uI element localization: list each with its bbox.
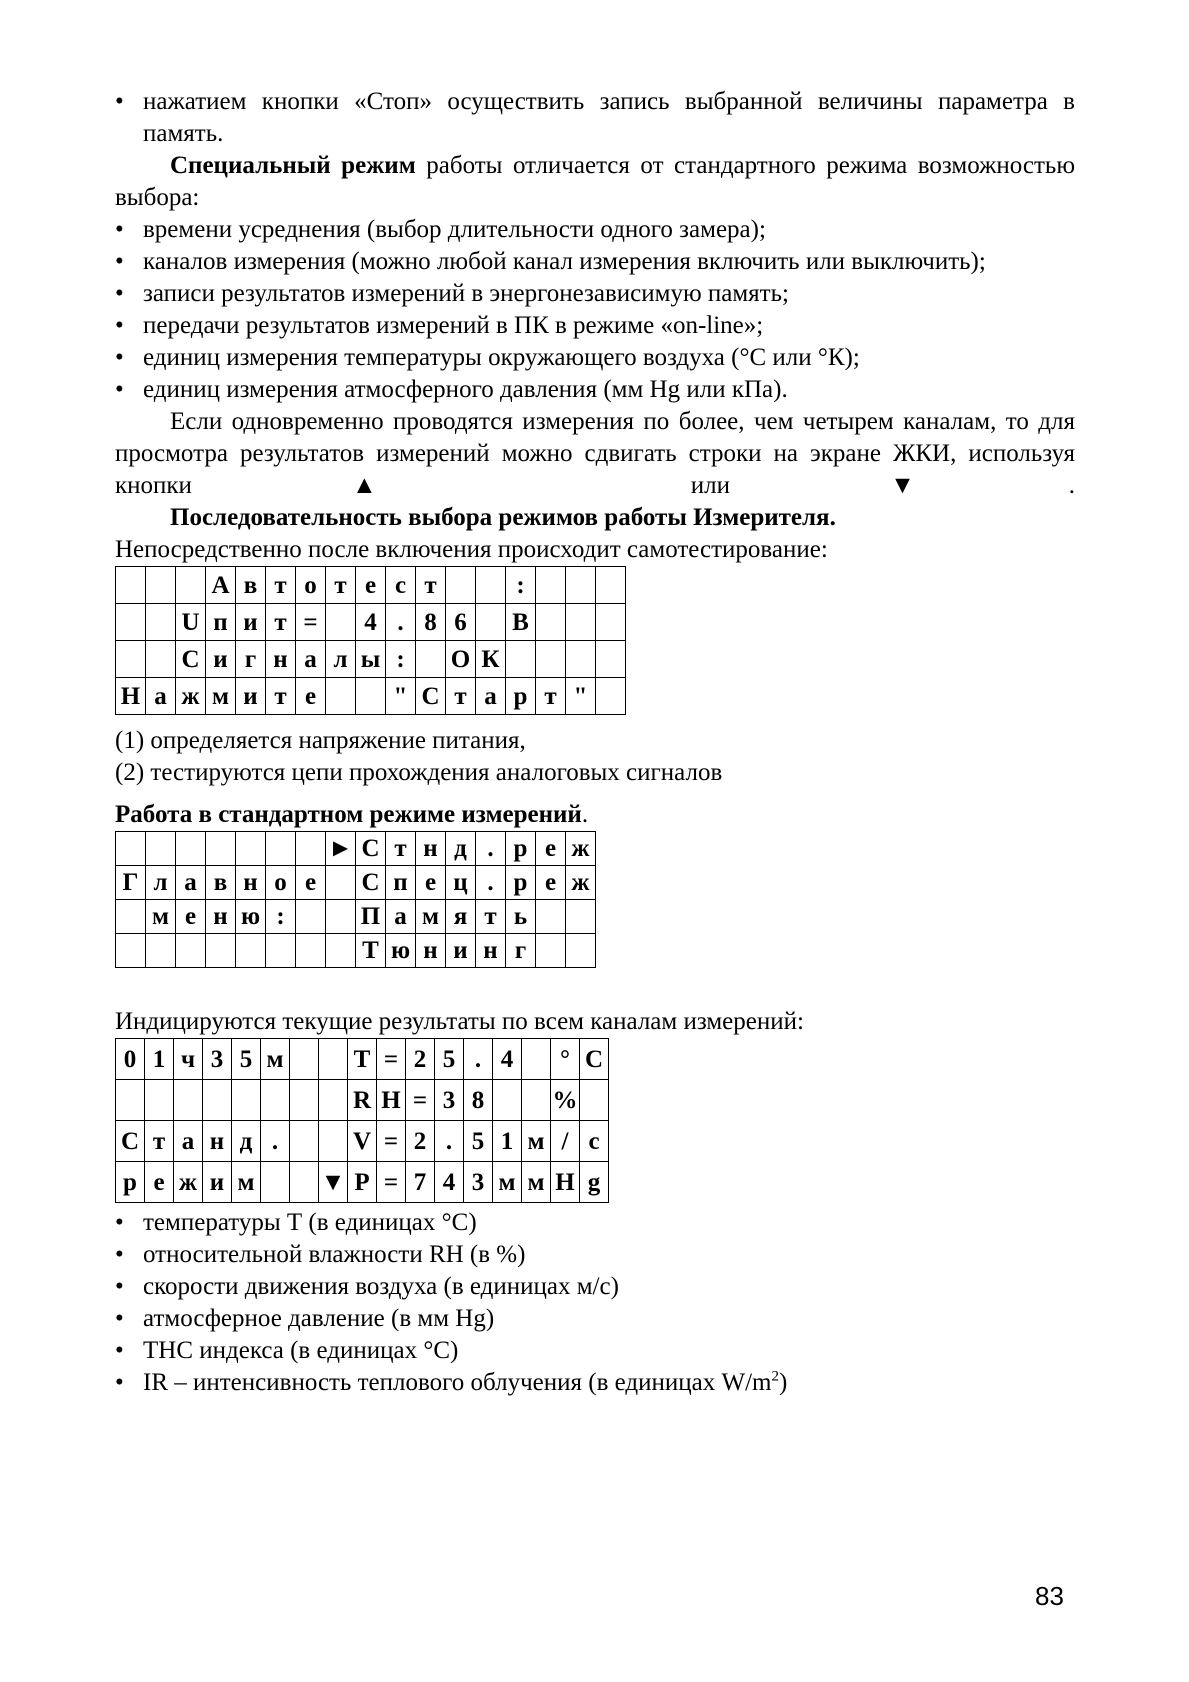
bullet-text: относительной влажности RH (в %) bbox=[143, 1241, 526, 1268]
bullet-glyph: • bbox=[115, 376, 124, 403]
lcd-cell: К bbox=[476, 641, 506, 678]
lcd-cell: С bbox=[356, 866, 386, 900]
lcd-cell: е bbox=[536, 866, 566, 900]
lcd-cell: U bbox=[176, 604, 206, 641]
lcd-cell bbox=[356, 678, 386, 715]
lcd-cell: ч bbox=[174, 1039, 203, 1080]
bullet-glyph: • bbox=[115, 344, 124, 371]
lcd-cell bbox=[290, 1080, 319, 1121]
list-item bbox=[115, 246, 1075, 278]
lcd-cell: н bbox=[206, 900, 236, 934]
lcd-cell: ц bbox=[446, 866, 476, 900]
bullet-glyph: • bbox=[115, 1305, 124, 1332]
lcd-cell: п bbox=[206, 604, 236, 641]
lcd-cell: 2 bbox=[406, 1121, 435, 1162]
standard-heading-paragraph bbox=[115, 799, 1075, 831]
lcd-cell bbox=[580, 1080, 609, 1121]
lcd-cell: и bbox=[446, 934, 476, 968]
lcd-cell: 1 bbox=[145, 1039, 174, 1080]
lcd-cell bbox=[266, 832, 296, 866]
lcd-cell: р bbox=[116, 1162, 145, 1203]
lcd-cell bbox=[319, 1080, 348, 1121]
lcd-cell bbox=[116, 900, 146, 934]
bullet-glyph: • bbox=[115, 1369, 124, 1396]
list-item bbox=[115, 86, 1075, 150]
selftest-note-1: (1) определяется напряжение питания, bbox=[115, 727, 526, 754]
lcd-cell: л bbox=[326, 641, 356, 678]
lcd-cell: м bbox=[522, 1162, 551, 1203]
lcd-cell: м bbox=[206, 678, 236, 715]
lcd-cell: Т bbox=[348, 1039, 377, 1080]
lcd-cell: / bbox=[551, 1121, 580, 1162]
lcd-cell bbox=[296, 900, 326, 934]
lcd-cell bbox=[146, 934, 176, 968]
lcd-cell: ж bbox=[566, 866, 596, 900]
lcd-cell bbox=[116, 832, 146, 866]
lcd-cell: . bbox=[464, 1039, 493, 1080]
lcd-cell: 3 bbox=[203, 1039, 232, 1080]
lcd-cell: ж bbox=[174, 1162, 203, 1203]
lcd-cell: с bbox=[386, 567, 416, 604]
lcd-cell bbox=[236, 934, 266, 968]
lcd-cell: е bbox=[296, 866, 326, 900]
lcd-cell bbox=[326, 678, 356, 715]
special-mode-bold: Специальный режим bbox=[170, 152, 416, 179]
lcd-cell bbox=[536, 641, 566, 678]
lcd-cell bbox=[176, 832, 206, 866]
list-item bbox=[115, 1239, 1075, 1271]
ir-bullet-list bbox=[115, 1367, 1075, 1399]
lcd-cell: Н bbox=[551, 1162, 580, 1203]
lcd-cell: П bbox=[356, 900, 386, 934]
lcd-cell bbox=[176, 567, 206, 604]
intro-bullet-list bbox=[115, 86, 1075, 150]
bullet-text: записи результатов измерений в энергонезависимую память; bbox=[143, 280, 789, 307]
lcd-cell bbox=[116, 567, 146, 604]
lcd-cell: = bbox=[296, 604, 326, 641]
lcd-cell: : bbox=[266, 900, 296, 934]
lcd-cell: = bbox=[377, 1162, 406, 1203]
bullet-glyph: • bbox=[115, 248, 124, 275]
lcd-cell: р bbox=[506, 866, 536, 900]
list-item bbox=[115, 1303, 1075, 1335]
lcd-cell bbox=[566, 604, 596, 641]
lcd-cell: Г bbox=[116, 866, 146, 900]
bullet-text: времени усреднения (выбор длительности одного замера); bbox=[143, 216, 766, 243]
lcd-cell bbox=[493, 1080, 522, 1121]
lcd-cell: т bbox=[266, 678, 296, 715]
table-row bbox=[116, 1162, 609, 1203]
lcd-cell: о bbox=[266, 866, 296, 900]
lcd-cell: 6 bbox=[446, 604, 476, 641]
lcd-cell: ь bbox=[506, 900, 536, 934]
lcd-cell: . bbox=[386, 604, 416, 641]
standard-heading: Работа в стандартном режиме измерений bbox=[115, 801, 582, 828]
lcd-cell: Н bbox=[377, 1080, 406, 1121]
bullet-glyph: • bbox=[115, 216, 124, 243]
lcd-cell bbox=[261, 1162, 290, 1203]
list-item bbox=[115, 1207, 1075, 1239]
bullet-glyph: • bbox=[115, 1337, 124, 1364]
lcd-cell: е bbox=[356, 567, 386, 604]
table-row bbox=[116, 832, 596, 866]
lcd-cell bbox=[290, 1162, 319, 1203]
lcd-cell bbox=[506, 641, 536, 678]
lcd-cell: 4 bbox=[435, 1162, 464, 1203]
lcd-cell bbox=[296, 832, 326, 866]
list-item bbox=[115, 342, 1075, 374]
lcd-cell: и bbox=[203, 1162, 232, 1203]
lcd-cell: е bbox=[536, 832, 566, 866]
lcd-cell: н bbox=[203, 1121, 232, 1162]
lcd-cell bbox=[116, 641, 146, 678]
lcd-cell: 0 bbox=[116, 1039, 145, 1080]
table-row bbox=[116, 1121, 609, 1162]
bullet-text: единиц измерения атмосферного давления (мм Hg или кПа). bbox=[143, 376, 788, 403]
lcd-cell: н bbox=[266, 641, 296, 678]
lcd-cell bbox=[116, 1080, 145, 1121]
lcd-cell bbox=[596, 678, 626, 715]
lcd-cell: 1 bbox=[493, 1121, 522, 1162]
list-item bbox=[115, 1271, 1075, 1303]
scroll-note-paragraph: Если одновременно проводятся измерения по более, чем четырем каналам, то для просмотра результатов измерений можно сдвигать строки на экране ЖКИ, используя кнопки ▲ или ▼. bbox=[115, 408, 1075, 499]
document-page bbox=[115, 86, 1075, 1399]
lcd-cell: а bbox=[174, 1121, 203, 1162]
lcd-cell bbox=[206, 934, 236, 968]
lcd-cell bbox=[203, 1080, 232, 1121]
table-row bbox=[116, 1039, 609, 1080]
lcd-cell: ж bbox=[176, 678, 206, 715]
lcd-cell: А bbox=[206, 567, 236, 604]
lcd-cell: 3 bbox=[435, 1080, 464, 1121]
lcd-cell: т bbox=[446, 678, 476, 715]
lcd-cell bbox=[146, 641, 176, 678]
lcd-cell bbox=[446, 567, 476, 604]
bullet-glyph: • bbox=[115, 1241, 124, 1268]
lcd-cell bbox=[146, 832, 176, 866]
lcd-cell: С bbox=[356, 832, 386, 866]
lcd-cell: м bbox=[232, 1162, 261, 1203]
lcd-cell: : bbox=[386, 641, 416, 678]
lcd-cell bbox=[290, 1039, 319, 1080]
lcd-cell: а bbox=[176, 866, 206, 900]
lcd-cell: Т bbox=[356, 934, 386, 968]
lcd-cell: л bbox=[146, 866, 176, 900]
bullet-glyph: • bbox=[115, 1273, 124, 1300]
lcd-cell: В bbox=[506, 604, 536, 641]
bullet-glyph: • bbox=[115, 280, 124, 307]
selftest-note-2: (2) тестируются цепи прохождения аналоговых сигналов bbox=[115, 759, 723, 786]
lcd-cell: е bbox=[176, 900, 206, 934]
lcd-cell: т bbox=[476, 900, 506, 934]
page-number: 83 bbox=[1035, 1581, 1064, 1611]
lcd-cell: 4 bbox=[356, 604, 386, 641]
lcd-cell: е bbox=[145, 1162, 174, 1203]
lcd-cell: в bbox=[206, 866, 236, 900]
special-bullet-list bbox=[115, 214, 1075, 406]
bullet-text: температуры Т (в единицах °С) bbox=[143, 1209, 477, 1236]
lcd-cell bbox=[536, 567, 566, 604]
lcd-cell: н bbox=[416, 832, 446, 866]
table-row bbox=[116, 641, 626, 678]
lcd-cell: п bbox=[386, 866, 416, 900]
lcd-cell: О bbox=[446, 641, 476, 678]
bullet-text: передачи результатов измерений в ПК в режиме «on-line»; bbox=[143, 312, 764, 339]
list-item bbox=[115, 278, 1075, 310]
lcd-cell: = bbox=[377, 1121, 406, 1162]
lcd-cell: е bbox=[296, 678, 326, 715]
lcd-cell: в bbox=[236, 567, 266, 604]
bullet-glyph: • bbox=[115, 312, 124, 339]
lcd-cell bbox=[236, 832, 266, 866]
lcd-cell: ю bbox=[236, 900, 266, 934]
lcd-cell bbox=[596, 604, 626, 641]
lcd-cell: 2 bbox=[406, 1039, 435, 1080]
lcd-cell: 3 bbox=[464, 1162, 493, 1203]
list-item bbox=[115, 214, 1075, 246]
lcd-cell: . bbox=[476, 832, 506, 866]
lcd-cell: м bbox=[416, 900, 446, 934]
lcd-cell: м bbox=[146, 900, 176, 934]
lcd-cell bbox=[566, 641, 596, 678]
lcd-cell: г bbox=[506, 934, 536, 968]
lcd-cell: . bbox=[261, 1121, 290, 1162]
lcd-cell bbox=[326, 604, 356, 641]
table-row bbox=[116, 567, 626, 604]
lcd-cell: 5 bbox=[464, 1121, 493, 1162]
list-item bbox=[115, 374, 1075, 406]
lcd-cell: а bbox=[296, 641, 326, 678]
lcd-cell: С bbox=[116, 1121, 145, 1162]
lcd-cell bbox=[232, 1080, 261, 1121]
table-row bbox=[116, 604, 626, 641]
ir-sup: 2 bbox=[771, 1368, 779, 1385]
lcd-cell: С bbox=[416, 678, 446, 715]
lcd-cell bbox=[566, 900, 596, 934]
lcd-cell: " bbox=[566, 678, 596, 715]
lcd-cell: Р bbox=[348, 1162, 377, 1203]
lcd-cell: н bbox=[416, 934, 446, 968]
lcd-cell: ▼ bbox=[319, 1162, 348, 1203]
lcd-cell: т bbox=[386, 832, 416, 866]
list-item bbox=[115, 1335, 1075, 1367]
lcd-cell: и bbox=[236, 678, 266, 715]
lcd-cell: н bbox=[476, 934, 506, 968]
lcd-cell bbox=[522, 1080, 551, 1121]
lcd-cell: % bbox=[551, 1080, 580, 1121]
lcd-cell: g bbox=[580, 1162, 609, 1203]
lcd-cell bbox=[146, 604, 176, 641]
lcd-cell: е bbox=[416, 866, 446, 900]
lcd-cell bbox=[326, 866, 356, 900]
lcd-cell bbox=[261, 1080, 290, 1121]
bullet-text: каналов измерения (можно любой канал измерения включить или выключить); bbox=[143, 248, 986, 275]
table-row bbox=[116, 866, 596, 900]
lcd-cell: ° bbox=[551, 1039, 580, 1080]
sequence-heading: Последовательность выбора режимов работы Измерителя. bbox=[170, 504, 836, 531]
lcd-cell bbox=[536, 604, 566, 641]
lcd-cell: С bbox=[176, 641, 206, 678]
lcd-cell: т bbox=[416, 567, 446, 604]
bullet-text: атмосферное давление (в мм Hg) bbox=[143, 1305, 495, 1332]
lcd-cell bbox=[116, 604, 146, 641]
lcd-cell: 5 bbox=[232, 1039, 261, 1080]
lcd-cell: т bbox=[326, 567, 356, 604]
list-item bbox=[115, 310, 1075, 342]
lcd-cell: Н bbox=[116, 678, 146, 715]
lcd-cell bbox=[206, 832, 236, 866]
table-row bbox=[116, 678, 626, 715]
lcd-cell: г bbox=[236, 641, 266, 678]
lcd-cell bbox=[596, 567, 626, 604]
lcd-cell: р bbox=[506, 678, 536, 715]
list-item bbox=[115, 1367, 1075, 1399]
lcd-selftest-table bbox=[115, 566, 626, 715]
lcd-cell: = bbox=[406, 1080, 435, 1121]
lcd-cell: ► bbox=[326, 832, 356, 866]
lcd-results-table bbox=[115, 1038, 609, 1203]
lcd-cell: С bbox=[580, 1039, 609, 1080]
lcd-cell: ы bbox=[356, 641, 386, 678]
lcd-cell bbox=[566, 934, 596, 968]
ir-bullet-text: IR – интенсивность теплового облучения (в единицах W/m bbox=[143, 1369, 772, 1396]
lcd-cell: т bbox=[536, 678, 566, 715]
lcd-cell bbox=[319, 1039, 348, 1080]
lcd-cell bbox=[116, 934, 146, 968]
lcd-cell: я bbox=[446, 900, 476, 934]
lcd-cell: V bbox=[348, 1121, 377, 1162]
lcd-cell: т bbox=[266, 604, 296, 641]
bullet-glyph: • bbox=[115, 88, 124, 115]
lcd-cell: 7 bbox=[406, 1162, 435, 1203]
lcd-cell: = bbox=[377, 1039, 406, 1080]
lcd-cell bbox=[522, 1039, 551, 1080]
standard-heading-tail: . bbox=[581, 801, 589, 828]
results-bullet-list bbox=[115, 1207, 1075, 1367]
bullet-text: единиц измерения температуры окружающего воздуха (°С или °К); bbox=[143, 344, 860, 371]
lcd-cell: о bbox=[296, 567, 326, 604]
lcd-cell: 5 bbox=[435, 1039, 464, 1080]
lcd-cell bbox=[326, 900, 356, 934]
lcd-cell bbox=[176, 934, 206, 968]
lcd-cell bbox=[476, 567, 506, 604]
lcd-cell: . bbox=[476, 866, 506, 900]
lcd-cell: д bbox=[446, 832, 476, 866]
lcd-cell: а bbox=[476, 678, 506, 715]
lcd-cell bbox=[174, 1080, 203, 1121]
lcd-cell bbox=[146, 567, 176, 604]
lcd-menu-table bbox=[115, 831, 596, 968]
lcd-cell bbox=[566, 567, 596, 604]
lcd-cell: т bbox=[266, 567, 296, 604]
table-row bbox=[116, 1080, 609, 1121]
lcd-cell bbox=[536, 900, 566, 934]
lcd-cell: 4 bbox=[493, 1039, 522, 1080]
lcd-cell bbox=[416, 641, 446, 678]
bullet-text: ТНС индекса (в единицах °С) bbox=[143, 1337, 459, 1364]
special-mode-paragraph bbox=[115, 150, 1075, 214]
lcd-cell: ж bbox=[566, 832, 596, 866]
lcd-cell: R bbox=[348, 1080, 377, 1121]
lcd-cell: 8 bbox=[416, 604, 446, 641]
table-row bbox=[116, 934, 596, 968]
special-mode-text: работы отличается от стандартного режима возможностью выбора: bbox=[115, 152, 1075, 211]
bullet-glyph: • bbox=[115, 1209, 124, 1236]
lcd-cell: : bbox=[506, 567, 536, 604]
lcd-cell: т bbox=[145, 1121, 174, 1162]
bullet-text: скорости движения воздуха (в единицах м/с) bbox=[143, 1273, 619, 1300]
lcd-cell: " bbox=[386, 678, 416, 715]
lcd-cell: р bbox=[506, 832, 536, 866]
lcd-cell bbox=[319, 1121, 348, 1162]
lcd-cell: м bbox=[522, 1121, 551, 1162]
lcd-cell: и bbox=[206, 641, 236, 678]
lcd-cell: д bbox=[232, 1121, 261, 1162]
lcd-cell bbox=[476, 604, 506, 641]
lcd-cell: . bbox=[435, 1121, 464, 1162]
lcd-cell bbox=[596, 641, 626, 678]
lcd-cell: а bbox=[386, 900, 416, 934]
lcd-cell: с bbox=[580, 1121, 609, 1162]
ir-bullet-tail: ) bbox=[778, 1369, 788, 1396]
lcd-cell: м bbox=[261, 1039, 290, 1080]
lcd-cell bbox=[266, 934, 296, 968]
lcd-cell: м bbox=[493, 1162, 522, 1203]
lcd-cell bbox=[536, 934, 566, 968]
intro-bullet-text: нажатием кнопки «Стоп» осуществить запись выбранной величины параметра в память. bbox=[143, 88, 1075, 147]
lcd-cell bbox=[290, 1121, 319, 1162]
lcd-cell: ю bbox=[386, 934, 416, 968]
lcd-cell: а bbox=[146, 678, 176, 715]
results-intro: Индицируются текущие результаты по всем каналам измерений: bbox=[115, 1008, 804, 1035]
lcd-cell: н bbox=[236, 866, 266, 900]
lcd-cell bbox=[326, 934, 356, 968]
selftest-intro: Непосредственно после включения происходит самотестирование: bbox=[115, 536, 828, 563]
lcd-cell: 8 bbox=[464, 1080, 493, 1121]
lcd-cell: и bbox=[236, 604, 266, 641]
lcd-cell bbox=[296, 934, 326, 968]
table-row bbox=[116, 900, 596, 934]
lcd-cell bbox=[145, 1080, 174, 1121]
